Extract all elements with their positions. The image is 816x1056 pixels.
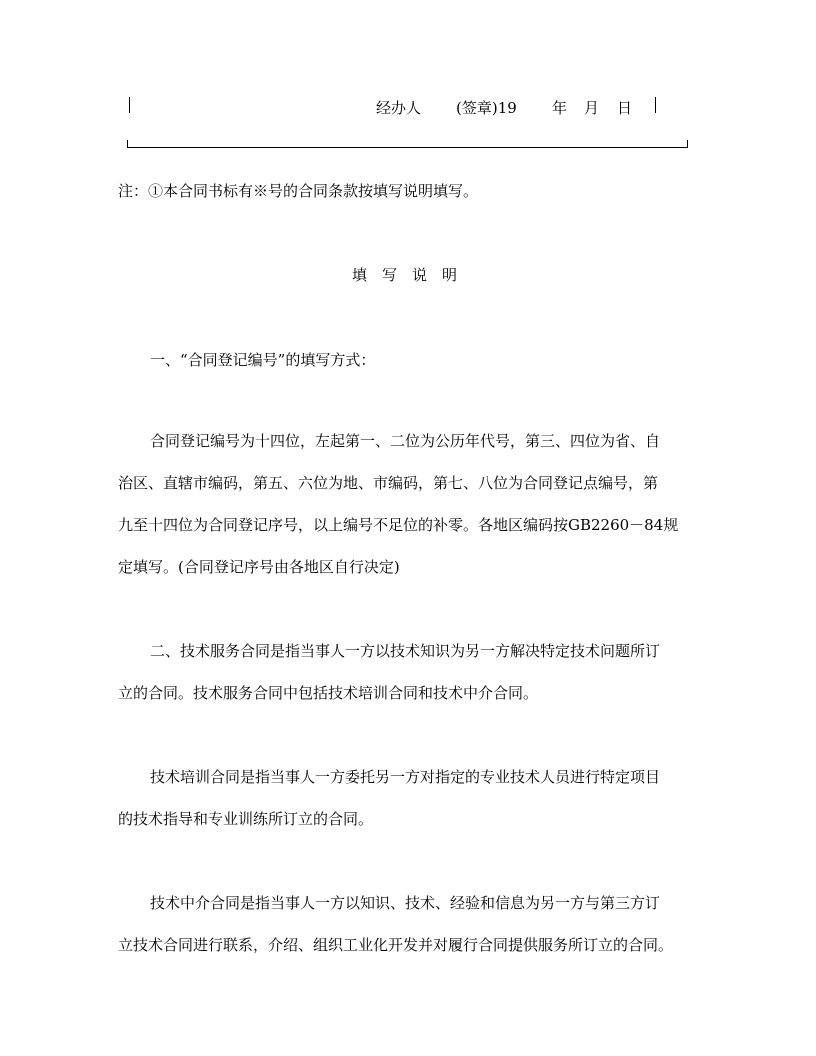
handler-label: 经办人 (376, 99, 422, 117)
day-label: 日 (617, 99, 633, 117)
section2-line-1: 二、技术服务合同是指当事人一方以技术知识为另一方解决特定技术问题所订 (150, 642, 661, 660)
training-line-1: 技术培训合同是指当事人一方委托另一方对指定的专业技术人员进行特定项目 (150, 768, 661, 786)
section1-line-4: 定填写。(合同登记序号由各地区自行决定) (118, 558, 400, 576)
section-heading: 填 写 说 明 (352, 266, 458, 284)
seal-label: (签章)19 (456, 99, 517, 117)
section2-line-2: 立的合同。技术服务合同中包括技术培训合同和技术中介合同。 (118, 684, 539, 702)
note-text: 注：①本合同书标有※号的合同条款按填写说明填写。 (118, 182, 479, 200)
table-right-border (655, 97, 656, 113)
section1-line-3: 九至十四位为合同登记序号，以上编号不足位的补零。各地区编码按GB2260－84规 (118, 516, 679, 534)
table-bottom-border (127, 139, 688, 149)
table-left-border (129, 97, 130, 113)
training-line-2: 的技术指导和专业训练所订立的合同。 (118, 810, 374, 828)
month-label: 月 (584, 99, 600, 117)
section1-title: 一、“合同登记编号”的填写方式： (150, 351, 376, 369)
year-label: 年 (552, 99, 568, 117)
section1-line-1: 合同登记编号为十四位，左起第一、二位为公历年代号，第三、四位为省、自 (150, 432, 661, 450)
intermediary-line-2: 立技术合同进行联系，介绍、组织工业化开发并对履行合同提供服务所订立的合同。 (118, 936, 674, 954)
section1-line-2: 治区、直辖市编码，第五、六位为地、市编码，第七、八位为合同登记点编号，第 (118, 474, 659, 492)
intermediary-line-1: 技术中介合同是指当事人一方以知识、技术、经验和信息为另一方与第三方订 (150, 894, 661, 912)
